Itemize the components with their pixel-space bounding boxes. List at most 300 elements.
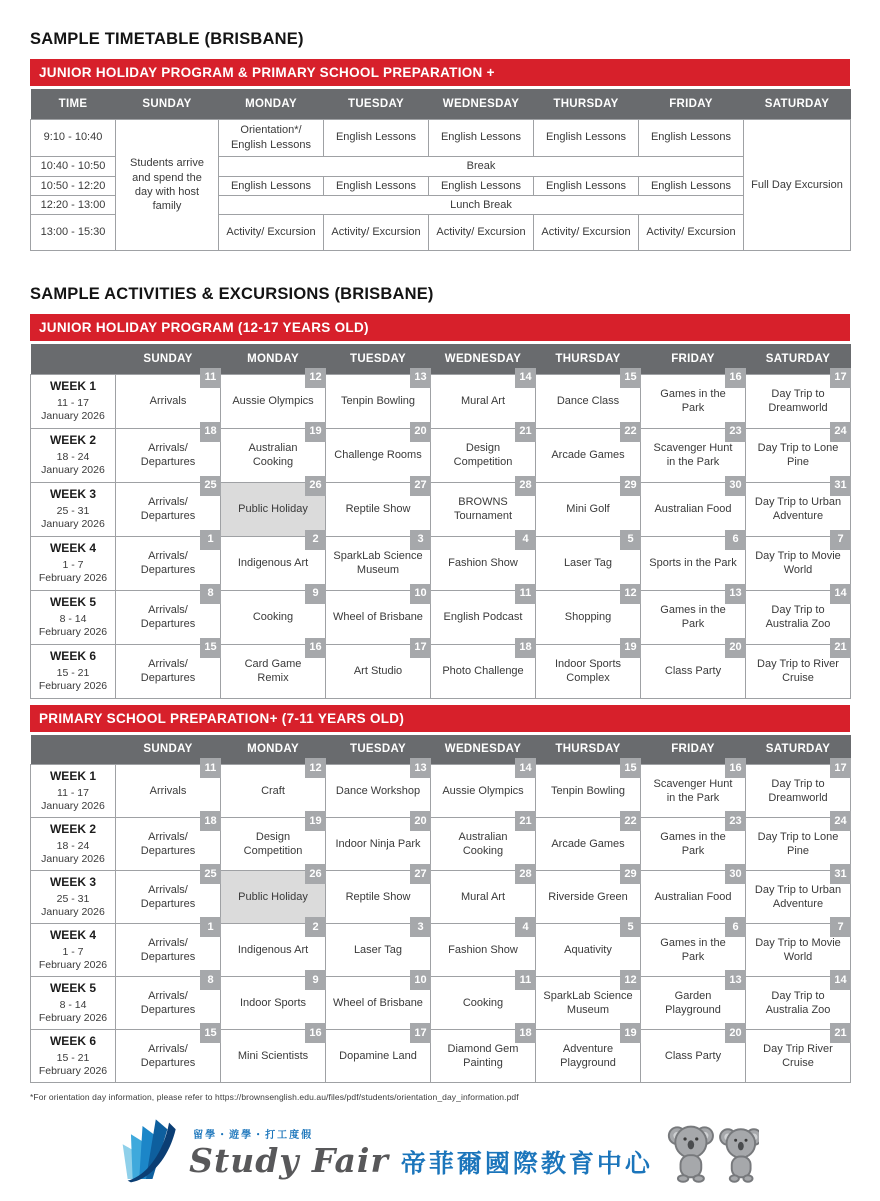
day-number-badge: 13 xyxy=(410,368,431,388)
week-cell xyxy=(31,482,116,536)
day-number-badge: 4 xyxy=(515,917,536,937)
activities-section-title: SAMPLE ACTIVITIES & EXCURSIONS (BRISBANE) xyxy=(30,285,434,304)
day-activity: Arrivals/ Departures xyxy=(140,989,196,1017)
lesson-cell: English Lessons xyxy=(639,119,744,156)
day-activity: Day Trip to Lone Pine xyxy=(757,441,839,469)
day-number-badge: 6 xyxy=(725,917,746,937)
day-cell xyxy=(536,641,641,698)
day-cell xyxy=(326,920,431,977)
day-cell xyxy=(116,920,221,977)
day-activity: Games in the Park xyxy=(660,603,726,631)
day-activity: Dance Class xyxy=(556,394,620,407)
day-number-badge: 12 xyxy=(620,584,641,604)
column-header-monday: MONDAY xyxy=(221,344,326,374)
week-cell xyxy=(31,765,116,818)
activity-cell: Activity/ Excursion xyxy=(639,215,744,251)
column-header-wednesday: WEDNESDAY xyxy=(431,344,536,374)
junior-activities-table xyxy=(30,344,851,699)
koalas-icon xyxy=(663,1117,759,1188)
day-cell xyxy=(221,371,326,428)
column-header-saturday: SATURDAY xyxy=(746,735,851,765)
week-row xyxy=(31,644,851,698)
day-activity: Cooking xyxy=(252,610,294,623)
day-cell xyxy=(431,425,536,482)
day-number-badge: 17 xyxy=(410,1023,431,1043)
day-number-badge: 19 xyxy=(305,422,326,442)
day-cell xyxy=(536,371,641,428)
day-cell xyxy=(641,973,746,1030)
day-activity: Arcade Games xyxy=(551,448,625,461)
day-number-badge: 18 xyxy=(515,1023,536,1043)
week-month: February 2026 xyxy=(38,626,108,639)
day-activity: Riverside Green xyxy=(548,890,628,903)
sunday-note-cell: Students arrive and spend the day with host family xyxy=(116,119,219,251)
lesson-cell: English Lessons xyxy=(324,176,429,195)
day-activity: Mural Art xyxy=(460,890,505,903)
day-activity: Indigenous Art xyxy=(237,943,309,956)
day-number-badge: 3 xyxy=(410,917,431,937)
day-number-badge: 11 xyxy=(515,584,536,604)
week-label: WEEK 3 xyxy=(49,486,96,501)
timetable-banner: JUNIOR HOLIDAY PROGRAM & PRIMARY SCHOOL PREPARATION + xyxy=(30,59,850,86)
week-month: February 2026 xyxy=(38,680,108,693)
day-activity: Australian Cooking xyxy=(248,441,298,469)
day-cell xyxy=(116,973,221,1030)
day-activity: Arrivals/ Departures xyxy=(140,1042,196,1070)
day-cell xyxy=(116,1026,221,1083)
day-cell xyxy=(431,533,536,590)
day-number-badge: 27 xyxy=(410,476,431,496)
column-header-thursday: THURSDAY xyxy=(534,89,639,119)
week-row xyxy=(31,924,851,977)
week-row xyxy=(31,871,851,924)
day-activity: Garden Playground xyxy=(665,989,721,1017)
day-number-badge: 16 xyxy=(725,368,746,388)
column-header-monday: MONDAY xyxy=(219,89,324,119)
week-label: WEEK 6 xyxy=(49,1033,96,1048)
day-cell xyxy=(641,761,746,818)
corner-cell xyxy=(31,735,116,765)
day-number-badge: 16 xyxy=(725,758,746,778)
day-activity: Challenge Rooms xyxy=(334,448,422,461)
day-activity: Scavenger Hunt in the Park xyxy=(653,777,733,805)
day-number-badge: 7 xyxy=(830,530,851,550)
day-activity: Design Competition xyxy=(243,830,303,858)
day-number-badge: 14 xyxy=(515,368,536,388)
day-number-badge: 31 xyxy=(830,864,851,884)
day-activity: English Podcast xyxy=(443,610,523,623)
column-header-sunday: SUNDAY xyxy=(116,344,221,374)
day-activity: Mini Scientists xyxy=(237,1049,309,1062)
day-activity: Arrivals/ Departures xyxy=(140,441,196,469)
day-activity: Laser Tag xyxy=(353,943,403,956)
day-number-badge: 5 xyxy=(620,530,641,550)
day-cell xyxy=(431,641,536,698)
logo-name-english: Study Fair xyxy=(189,1140,389,1180)
day-activity: Wheel of Brisbane xyxy=(333,610,423,623)
day-activity: Indoor Sports Complex xyxy=(554,657,622,685)
lunch-break-cell: Lunch Break xyxy=(219,195,744,214)
day-cell xyxy=(746,479,851,536)
column-header-saturday: SATURDAY xyxy=(744,89,851,119)
day-cell xyxy=(116,814,221,871)
day-number-badge: 7 xyxy=(830,917,851,937)
day-cell xyxy=(326,867,431,924)
week-label: WEEK 2 xyxy=(49,821,96,836)
day-activity: Mini Golf xyxy=(566,502,610,515)
day-number-badge: 25 xyxy=(200,476,221,496)
day-activity: Aussie Olympics xyxy=(232,394,314,407)
day-activity: Arrivals/ Departures xyxy=(140,936,196,964)
day-cell xyxy=(536,761,641,818)
day-cell xyxy=(641,867,746,924)
day-cell xyxy=(221,425,326,482)
lesson-cell: English Lessons xyxy=(429,119,534,156)
week-label: WEEK 4 xyxy=(49,927,96,942)
week-label: WEEK 3 xyxy=(49,874,96,889)
day-number-badge: 15 xyxy=(200,638,221,658)
day-number-badge: 9 xyxy=(305,970,326,990)
break-cell: Break xyxy=(219,156,744,176)
day-cell xyxy=(326,371,431,428)
logo-name-chinese: 帝菲爾國際教育中心 xyxy=(400,1149,653,1178)
day-number-badge: 3 xyxy=(410,530,431,550)
day-activity: Fashion Show xyxy=(448,943,518,956)
time-slot: 12:20 - 13:00 xyxy=(31,195,116,214)
day-activity: Games in the Park xyxy=(660,830,726,858)
week-month: February 2026 xyxy=(38,959,108,972)
day-activity: Day Trip to Lone Pine xyxy=(757,830,839,858)
week-dates: 8 - 14 xyxy=(59,999,87,1012)
time-slot: 10:40 - 10:50 xyxy=(31,156,116,176)
day-cell xyxy=(326,641,431,698)
junior-program-banner: JUNIOR HOLIDAY PROGRAM (12-17 YEARS OLD) xyxy=(30,314,850,341)
activity-cell: Activity/ Excursion xyxy=(534,215,639,251)
day-cell xyxy=(746,641,851,698)
week-label: WEEK 1 xyxy=(49,378,96,393)
week-dates: 15 - 21 xyxy=(56,667,90,680)
day-activity: Public Holiday xyxy=(238,502,308,515)
day-cell xyxy=(221,587,326,644)
week-row xyxy=(31,977,851,1030)
day-number-badge: 24 xyxy=(830,422,851,442)
day-activity: Shopping xyxy=(564,610,612,623)
day-number-badge: 2 xyxy=(305,917,326,937)
day-activity: Day Trip to Urban Adventure xyxy=(754,495,842,523)
day-number-badge: 17 xyxy=(830,758,851,778)
day-cell xyxy=(746,920,851,977)
day-activity: Australian Food xyxy=(654,890,732,903)
week-cell xyxy=(31,644,116,698)
day-cell xyxy=(221,920,326,977)
day-cell xyxy=(326,533,431,590)
day-number-badge: 10 xyxy=(410,584,431,604)
week-month: February 2026 xyxy=(38,1012,108,1025)
day-cell xyxy=(116,641,221,698)
day-cell xyxy=(641,425,746,482)
day-cell xyxy=(116,479,221,536)
day-cell xyxy=(641,371,746,428)
day-activity: Day Trip to Movie World xyxy=(755,549,841,577)
week-row xyxy=(31,765,851,818)
activity-cell: Activity/ Excursion xyxy=(324,215,429,251)
day-activity: BROWNS Tournament xyxy=(453,495,513,523)
day-cell xyxy=(641,533,746,590)
day-number-badge: 19 xyxy=(620,1023,641,1043)
week-dates: 8 - 14 xyxy=(59,613,87,626)
day-cell xyxy=(221,973,326,1030)
day-activity: Reptile Show xyxy=(345,890,411,903)
day-cell xyxy=(746,1026,851,1083)
day-number-badge: 26 xyxy=(305,476,326,496)
column-header-friday: FRIDAY xyxy=(639,89,744,119)
day-number-badge: 21 xyxy=(830,1023,851,1043)
week-cell xyxy=(31,818,116,871)
day-cell xyxy=(116,867,221,924)
day-cell xyxy=(536,587,641,644)
day-cell xyxy=(746,867,851,924)
week-month: January 2026 xyxy=(41,464,105,477)
time-slot: 13:00 - 15:30 xyxy=(31,215,116,251)
saturday-note-cell: Full Day Excursion xyxy=(744,119,851,251)
day-cell xyxy=(221,761,326,818)
day-activity: Diamond Gem Painting xyxy=(447,1042,519,1070)
day-activity: Arrivals xyxy=(149,784,187,797)
day-cell xyxy=(641,1026,746,1083)
day-cell xyxy=(746,973,851,1030)
day-cell xyxy=(536,920,641,977)
day-number-badge: 12 xyxy=(305,368,326,388)
day-number-badge: 6 xyxy=(725,530,746,550)
day-activity: Adventure Playground xyxy=(560,1042,616,1070)
day-activity: Day Trip to Movie World xyxy=(755,936,841,964)
week-label: WEEK 1 xyxy=(49,768,96,783)
day-number-badge: 14 xyxy=(830,970,851,990)
day-cell xyxy=(116,533,221,590)
day-cell xyxy=(746,587,851,644)
week-row xyxy=(31,536,851,590)
week-cell xyxy=(31,374,116,428)
day-number-badge: 20 xyxy=(410,811,431,831)
day-number-badge: 15 xyxy=(200,1023,221,1043)
timetable-row xyxy=(31,119,851,156)
lesson-cell: Orientation*/ English Lessons xyxy=(219,119,324,156)
week-dates: 11 - 17 xyxy=(57,397,89,410)
day-activity: Arrivals/ Departures xyxy=(140,603,196,631)
day-cell xyxy=(536,814,641,871)
day-cell xyxy=(221,641,326,698)
lesson-cell: English Lessons xyxy=(534,176,639,195)
week-month: January 2026 xyxy=(41,410,105,423)
day-activity: Indigenous Art xyxy=(237,556,309,569)
column-header-sunday: SUNDAY xyxy=(116,89,219,119)
day-activity: Day Trip to Urban Adventure xyxy=(754,883,842,911)
day-number-badge: 27 xyxy=(410,864,431,884)
day-activity: Day Trip River Cruise xyxy=(763,1042,833,1070)
week-dates: 1 - 7 xyxy=(62,946,84,959)
day-number-badge: 5 xyxy=(620,917,641,937)
lesson-cell: English Lessons xyxy=(219,176,324,195)
orientation-footnote: *For orientation day information, please refer to https://brownsenglish.edu.au/files/pdf/students/orientation_day_information.pdf xyxy=(30,1092,519,1103)
day-activity: Arcade Games xyxy=(551,837,625,850)
day-cell xyxy=(746,425,851,482)
day-number-badge: 14 xyxy=(830,584,851,604)
week-label: WEEK 4 xyxy=(49,540,96,555)
day-cell xyxy=(116,761,221,818)
column-header-tuesday: TUESDAY xyxy=(326,735,431,765)
day-number-badge: 9 xyxy=(305,584,326,604)
day-cell xyxy=(326,425,431,482)
day-cell xyxy=(641,587,746,644)
activity-cell: Activity/ Excursion xyxy=(429,215,534,251)
day-number-badge: 26 xyxy=(305,864,326,884)
study-fair-logo xyxy=(30,1116,850,1189)
week-dates: 1 - 7 xyxy=(62,559,84,572)
day-activity: Class Party xyxy=(664,1049,722,1062)
lesson-cell: English Lessons xyxy=(429,176,534,195)
day-activity: Arrivals/ Departures xyxy=(140,657,196,685)
day-cell xyxy=(431,479,536,536)
week-row xyxy=(31,482,851,536)
column-header-tuesday: TUESDAY xyxy=(324,89,429,119)
book-fan-icon xyxy=(121,1116,179,1189)
day-cell xyxy=(431,587,536,644)
day-activity: Sports in the Park xyxy=(649,556,737,569)
day-cell xyxy=(536,533,641,590)
day-cell xyxy=(326,1026,431,1083)
day-number-badge: 11 xyxy=(200,758,221,778)
day-cell xyxy=(746,814,851,871)
day-activity: Tenpin Bowling xyxy=(341,394,415,407)
day-number-badge: 11 xyxy=(200,368,221,388)
day-cell xyxy=(221,814,326,871)
day-cell xyxy=(536,479,641,536)
day-number-badge: 15 xyxy=(620,368,641,388)
week-month: January 2026 xyxy=(41,906,105,919)
day-cell xyxy=(116,371,221,428)
column-header-wednesday: WEDNESDAY xyxy=(431,735,536,765)
day-activity: Aussie Olympics xyxy=(442,784,524,797)
day-cell xyxy=(431,761,536,818)
timetable xyxy=(30,89,851,251)
day-cell xyxy=(221,479,326,536)
column-header-thursday: THURSDAY xyxy=(536,344,641,374)
time-slot: 10:50 - 12:20 xyxy=(31,176,116,195)
column-header-sunday: SUNDAY xyxy=(116,735,221,765)
day-activity: Dance Workshop xyxy=(335,784,421,797)
day-activity: Laser Tag xyxy=(563,556,613,569)
day-number-badge: 1 xyxy=(200,917,221,937)
week-cell xyxy=(31,1030,116,1083)
day-activity: Cooking xyxy=(462,996,504,1009)
week-row xyxy=(31,590,851,644)
column-header-friday: FRIDAY xyxy=(641,735,746,765)
week-label: WEEK 5 xyxy=(49,980,96,995)
day-activity: Scavenger Hunt in the Park xyxy=(653,441,733,469)
day-number-badge: 28 xyxy=(515,476,536,496)
week-dates: 25 - 31 xyxy=(56,505,90,518)
week-label: WEEK 2 xyxy=(49,432,96,447)
time-slot: 9:10 - 10:40 xyxy=(31,119,116,156)
day-number-badge: 11 xyxy=(515,970,536,990)
column-header-monday: MONDAY xyxy=(221,735,326,765)
day-number-badge: 12 xyxy=(305,758,326,778)
day-activity: Day Trip to Australia Zoo xyxy=(765,989,831,1017)
week-month: January 2026 xyxy=(41,800,105,813)
week-dates: 11 - 17 xyxy=(57,787,89,800)
day-activity: Tenpin Bowling xyxy=(551,784,625,797)
day-cell xyxy=(326,587,431,644)
day-number-badge: 20 xyxy=(725,638,746,658)
day-number-badge: 19 xyxy=(620,638,641,658)
day-number-badge: 21 xyxy=(515,811,536,831)
day-number-badge: 12 xyxy=(620,970,641,990)
day-number-badge: 13 xyxy=(725,584,746,604)
day-cell xyxy=(536,1026,641,1083)
day-cell xyxy=(326,814,431,871)
lesson-cell: English Lessons xyxy=(639,176,744,195)
day-activity: Reptile Show xyxy=(345,502,411,515)
week-dates: 18 - 24 xyxy=(56,451,90,464)
day-cell xyxy=(116,587,221,644)
column-header-saturday: SATURDAY xyxy=(746,344,851,374)
day-number-badge: 20 xyxy=(410,422,431,442)
day-number-badge: 29 xyxy=(620,476,641,496)
week-cell xyxy=(31,871,116,924)
logo-tagline: 留學・遊學・打工度假 xyxy=(193,1129,314,1141)
day-activity: Class Party xyxy=(664,664,722,677)
day-activity: Australian Cooking xyxy=(458,830,508,858)
day-cell xyxy=(431,371,536,428)
day-activity: Indoor Sports xyxy=(239,996,307,1009)
day-cell xyxy=(746,371,851,428)
column-header-thursday: THURSDAY xyxy=(536,735,641,765)
week-month: February 2026 xyxy=(38,572,108,585)
day-cell xyxy=(431,973,536,1030)
day-cell xyxy=(431,867,536,924)
day-activity: Day Trip to Australia Zoo xyxy=(765,603,831,631)
day-activity: Indoor Ninja Park xyxy=(335,837,421,850)
day-cell xyxy=(536,425,641,482)
day-number-badge: 15 xyxy=(620,758,641,778)
day-cell xyxy=(641,479,746,536)
week-row xyxy=(31,428,851,482)
day-activity: SparkLab Science Museum xyxy=(543,989,633,1017)
day-activity: SparkLab Science Museum xyxy=(333,549,423,577)
day-activity: Arrivals/ Departures xyxy=(140,549,196,577)
lesson-cell: English Lessons xyxy=(534,119,639,156)
day-number-badge: 21 xyxy=(830,638,851,658)
week-dates: 18 - 24 xyxy=(56,840,90,853)
day-number-badge: 18 xyxy=(200,811,221,831)
column-header-wednesday: WEDNESDAY xyxy=(429,89,534,119)
day-number-badge: 8 xyxy=(200,584,221,604)
day-number-badge: 29 xyxy=(620,864,641,884)
week-cell xyxy=(31,977,116,1030)
day-number-badge: 22 xyxy=(620,422,641,442)
day-activity: Arrivals/ Departures xyxy=(140,830,196,858)
day-cell xyxy=(221,867,326,924)
day-number-badge: 17 xyxy=(830,368,851,388)
day-number-badge: 10 xyxy=(410,970,431,990)
day-cell xyxy=(641,641,746,698)
column-header-time: TIME xyxy=(31,89,116,119)
week-cell xyxy=(31,536,116,590)
day-cell xyxy=(221,1026,326,1083)
primary-program-banner: PRIMARY SCHOOL PREPARATION+ (7-11 YEARS OLD) xyxy=(30,705,850,732)
primary-activities-table xyxy=(30,735,851,1084)
week-row xyxy=(31,1030,851,1083)
